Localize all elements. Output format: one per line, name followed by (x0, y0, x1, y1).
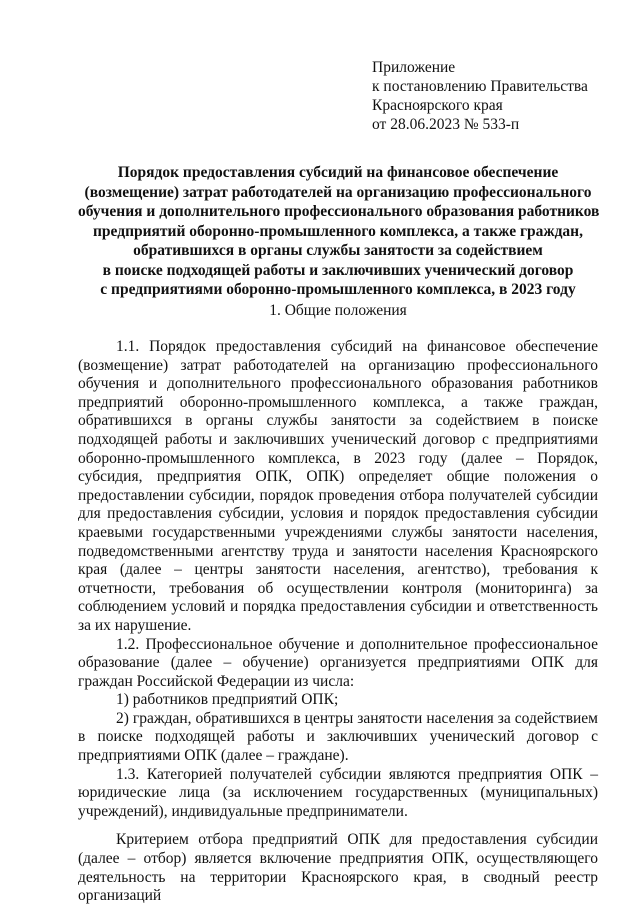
appendix-line-2: к постановлению Правительства (372, 78, 588, 95)
title-line: предприятий оборонно-промышленного комплекса, а также граждан, (93, 222, 583, 240)
paragraph-1-1: 1.1. Порядок предоставления субсидий на финансовое обеспечение (возмещение) затрат работодателей на организацию профессионального обучения и дополнительного профессионального образования работников предприятий оборонно-промышленного комплекса, а также граждан, обратившихся в органы службы занятости за содействием в поиске подходящей работы и заключивших ученический договор с предприятиями оборонно-промышленного комплекса, в 2023 году (далее – Порядок, субсидия, предприятия ОПК, ОПК) определяет общие положения о предоставлении субсидии, порядок проведения отбора получателей субсидии для предоставления субсидии, условия и порядок предоставления субсидии краевыми государственными учреждениями службы занятости населения, подведомственными агентству труда и занятости населения Красноярского края (далее – центры занятости населения, агентство), требования к отчетности, требования об осуществлении контроля (мониторинга) за соблюдением условий и порядка предоставления субсидии и ответственность за их нарушение. (78, 338, 598, 634)
document-title (78, 163, 598, 300)
paragraph-1-2: 1.2. Профессиональное обучение и дополнительное профессиональное образование (далее – обучение) организуется предприятиями ОПК для граждан Российской Федерации из числа: (78, 635, 598, 690)
section-heading: 1. Общие положения (269, 302, 407, 319)
appendix-line-3: Красноярского края (372, 97, 503, 114)
title-line: обратившихся в органы службы занятости за содействием (133, 242, 543, 259)
list-item-1: 1) работников предприятий ОПК; (116, 691, 339, 709)
document-body (78, 338, 598, 906)
paragraph-criteria: Критерием отбора предприятий ОПК для предоставления субсидии (далее – отбор) является включение предприятия ОПК, осуществляющего деятельность на территории Красноярского края, в сводный реестр организаций (78, 831, 598, 905)
title-line: с предприятиями оборонно-промышленного комплекса, в 2023 году (100, 281, 576, 298)
appendix-line-4: от 28.06.2023 № 533-п (372, 116, 520, 133)
title-line: в поиске подходящей работы и заключивших ученический договор (102, 261, 574, 279)
title-line: Порядок предоставления субсидий на финансовое обеспечение (117, 164, 559, 181)
list-item-2: 2) граждан, обратившихся в центры занятости населения за содействием в поиске подходящей работы и заключивших ученический договор с предприятиями ОПК (далее – граждане). (78, 709, 598, 765)
title-line: обучения и дополнительного профессионального образования работников (78, 203, 600, 220)
title-line: (возмещение) затрат работодателей на организацию профессионального (84, 183, 592, 201)
appendix-block (372, 58, 632, 134)
paragraph-1-3: 1.3. Категорией получателей субсидии являются предприятия ОПК – юридические лица (за исключением государственных (муниципальных) учреждений), индивидуальные предприниматели. (78, 765, 598, 820)
appendix-line-1: Приложение (372, 59, 456, 76)
